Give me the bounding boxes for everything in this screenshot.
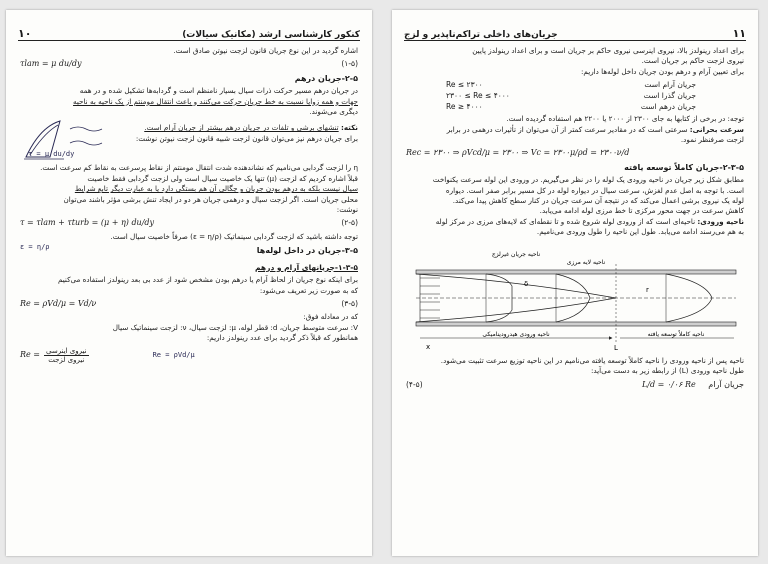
pipe-wall-bottom [416, 322, 736, 326]
label-L: L [614, 343, 618, 352]
paragraph-line: است. با توجه به اصل عدم لغزش، سرعت سیال در دیواره لوله در کل مسیر برابر صفر است. دیواره [445, 185, 744, 195]
pipe-diagram [406, 242, 744, 352]
fraction-denominator: نیروی لزجت [48, 355, 85, 364]
right-page [392, 10, 758, 556]
equation-lhs: Re = [20, 349, 41, 359]
left-page-header [18, 22, 360, 41]
paragraph-line: لوله یک نیروی برشی اعمال می‌کند که در نتیجه آن سرعت جریان در کنار سطح کاهش پیدا می‌کند. [452, 196, 744, 206]
paragraph-line: محلی جریان است. اگر لزجت سیال و درهمی جریان هر دو در ایجاد تنش برشی مؤثر باشند می‌توان [63, 194, 358, 204]
label-x-axis: x [426, 342, 431, 351]
label-inviscid-core: ناحیه جریان غیرلزج [491, 250, 541, 258]
paragraph-line: لزجت صرفنظر نمود. [680, 135, 744, 145]
paragraph-line: نیروی لزجت حاکم بر جریان است. [641, 56, 744, 66]
fraction [44, 347, 89, 364]
handwritten-note: Re = ρVd/μ [152, 350, 195, 359]
note-label: نکته: [340, 123, 358, 133]
paragraph-line: طول ناحیه ورودی (L) از رابطه زیر به دست می‌آید: [590, 366, 744, 376]
equation-4-5 [406, 380, 744, 390]
paragraph-line: مطابق شکل زیر جریان در ناحیه ورودی یک لوله را در نظر می‌گیریم. در ورودی این لوله سرعت یکنواخت [432, 175, 744, 185]
left-page-number: ۱۰ [18, 27, 32, 40]
paragraph-line: به هم می‌رسند ادامه می‌یابد. طول این ناحیه را طول ورودی می‌نامیم. [536, 227, 744, 237]
equation-number: (۳-۵) [341, 298, 358, 308]
definition-line [406, 125, 744, 135]
right-page-number: ۱۱ [732, 27, 746, 40]
equation-3-5 [20, 299, 358, 309]
right-page-header-title: جریان‌های داخلی تراکم‌ناپذیر و لزج [404, 30, 558, 40]
paragraph-line: V: سرعت متوسط جریان، d: قطر لوله، μ: لزجت سیال، ν: لزجت سینماتیک سیال [112, 322, 358, 332]
paragraph-line: که به صورت زیر تعریف می‌شود: [259, 285, 358, 295]
equation-number: (۴-۵) [406, 379, 423, 389]
paragraph-line: η را لزجت گردابی می‌نامیم که نشاندهنده شدت انتقال مومنتم از نقاط پرسرعت به نقاط کم سرعت است. [40, 163, 358, 173]
paragraph-line: توجه داشته باشید که لزجت گردابی سینماتیک (ε = η/ρ) صرفاً خاصیت سیال است. [110, 231, 358, 241]
equation-formula: L/d = ۰/۰۶ Re [641, 379, 696, 389]
flow-regime-table [446, 79, 744, 112]
label-r: r [646, 285, 649, 294]
paragraph-line: دیگری می‌شوند. [309, 107, 358, 117]
paragraph-line: در جریان درهم مسیر حرکت ذرات سیال بسیار نامنظم است و گردابه‌ها تشکیل شده و در همه [79, 86, 358, 96]
regime-row [446, 90, 696, 101]
equation-group [642, 380, 744, 390]
regime-label: جریان گذرا است [643, 91, 696, 101]
regime-condition: Re ≤ ۲۳۰۰ [446, 80, 483, 90]
paragraph-line: برای تعیین آرام و درهم بودن جریان داخل لوله‌ها داریم: [580, 66, 744, 76]
note-block [20, 117, 358, 163]
fraction-numerator: نیروی اینرسی [46, 346, 87, 355]
equation-number: (۱-۵) [341, 59, 358, 69]
subsection-heading: ۱-۳-۵-جریانهای آرام و درهم [255, 262, 358, 272]
equation-condition: جریان آرام [708, 379, 744, 389]
note-text: تنشهای برشی و تلفات در جریان درهم بیشتر از جریان آرام است. [144, 123, 339, 133]
regime-condition: ۲۳۰۰ ≤ Re ≤ ۴۰۰۰ [446, 91, 510, 101]
pipe-wall-top [416, 270, 736, 274]
equation-formula: Re = ρVd/μ = Vd/ν [20, 298, 97, 308]
handwritten-note: ε = η/ρ [20, 243, 50, 252]
left-page-header-title: کنکور کارشناسی ارشد (مکانیک سیالات) [182, 30, 360, 40]
definition-line [406, 217, 744, 227]
label-developed-region: ناحیه کاملاً توسعه یافته [647, 330, 705, 338]
equation-critical-velocity [406, 148, 744, 158]
equation-formula: Rec = ۲۳۰۰ ⇒ ρVcd/μ = ۲۳۰۰ ⇒ Vc = ۲۳۰۰μ/ρd = ۲۳۰۰ν/d [406, 148, 630, 158]
section-heading-developed: ۲-۳-۵-جریان کاملاً توسعه یافته [624, 162, 744, 172]
equation-1-5 [20, 59, 358, 69]
pipe-entrance-figure [406, 242, 744, 352]
paragraph-line: جهات و همه زوایا نسبت به خط جریان حرکت می‌کنند و باعث انتقال مومنتم از یک ناحیه به ناحیه [73, 96, 358, 106]
paragraph-line: برای اعداد رینولدز بالا، نیروی اینرسی نیروی حاکم بر جریان است و برای اعداد رینولدز پایین [472, 46, 744, 55]
paragraph-line: قبلاً اشاره کردیم که لزجت (μ) تنها یک خاصیت سیال است ولی لزجت گردابی فقط خاصیت [87, 173, 358, 183]
label-entry-region: ناحیه ورودی هیدرودینامیکی [482, 330, 550, 338]
paragraph-line: همانطور که قبلاً ذکر گردید برای عدد رینولدز داریم: [206, 333, 358, 343]
section-heading-turbulent: ۲-۵-جریان درهم [294, 73, 358, 83]
regime-label: جریان آرام است [644, 80, 696, 90]
paragraph-line: ناحیه پس از ناحیه ورودی را ناحیه کاملاً توسعه یافته می‌نامیم در این ناحیه توزیع سرعت تثبیت می‌شود. [440, 355, 744, 365]
equation-2-5 [20, 218, 358, 228]
definition-label: سرعت بحرانی: [689, 124, 744, 134]
definition-label: ناحیه ورودی: [697, 216, 744, 226]
paragraph-line: برای جریان درهم نیز می‌توان قانون لزجت شبیه قانون لزجت نیوتن نوشت: [135, 133, 358, 143]
right-page-header [404, 22, 746, 41]
left-page-body [20, 46, 358, 548]
definition-text: ناحیه‌ای است که از ورودی لوله شروع شده و تا نقطه‌ای که لایه‌های مرزی در مرکز لوله [435, 216, 696, 226]
equation-number: (۲-۵) [341, 218, 358, 228]
left-page [6, 10, 372, 556]
section-heading-row [20, 242, 358, 258]
label-boundary-layer: ناحیه لایه مرزی [566, 258, 606, 266]
paragraph-line: نوشت: [336, 205, 358, 215]
equation-reynolds-ratio [20, 347, 358, 364]
intro-line: اشاره گردید در این نوع جریان قانون لزجت نیوتن صادق است. [173, 46, 358, 55]
regime-label: جریان درهم است [640, 102, 696, 112]
regime-row [446, 101, 696, 112]
note-line: توجه: در برخی از کتابها به جای ۲۳۰۰ از ۲۰۰۰ یا ۲۲۰۰ هم استفاده گردیده است. [506, 114, 744, 124]
section-heading-pipes: ۳-۵-جریان در داخل لوله‌ها [256, 246, 358, 256]
regime-condition: Re ≥ ۴۰۰۰ [446, 102, 483, 112]
paragraph-line: کاهش سرعت در جهت محور مرکزی تا خط مرزی لوله ادامه می‌یابد. [539, 206, 744, 216]
label-delta: δ [524, 279, 529, 288]
definition-text: سرعتی است که در مقادیر سرعت کمتر از آن می‌توان از تأثیرات درهمی در برابر [446, 124, 688, 134]
paragraph-line: که در معادله فوق: [303, 312, 358, 322]
paragraph-line: سیال نیست بلکه به درهم بودن جریان و چگالی آن هم بستگی دارد یا به عبارت دیگر تابع شرایط [74, 184, 358, 194]
handwritten-note: τ = μ du/dy [28, 150, 75, 159]
equation-formula: τ = τlam + τturb = (μ + η) du/dy [20, 218, 155, 228]
paragraph-line: برای اینکه نوع جریان از لحاظ آرام یا درهم بودن مشخص شود از عدد بی بعد رینولدز استفاده می‌کنیم [57, 275, 358, 285]
right-page-body [406, 46, 744, 548]
regime-row [446, 79, 696, 90]
equation-formula: τlam = μ du/dy [20, 59, 82, 69]
